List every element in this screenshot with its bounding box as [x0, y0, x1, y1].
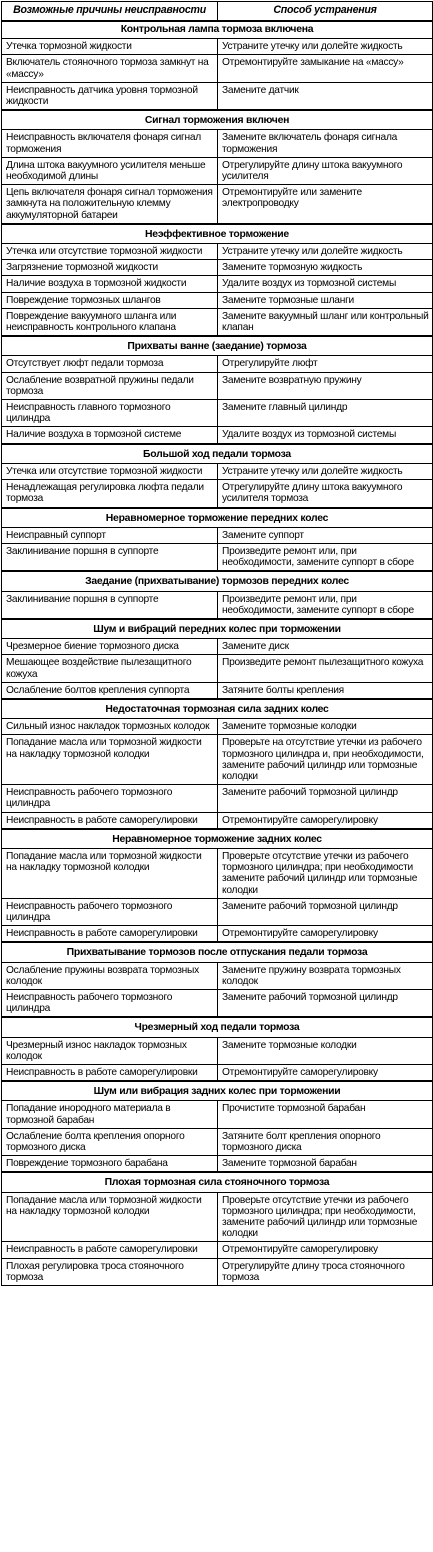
remedy-cell: Отрегулируйте длину троса стояночного тормоза: [218, 1258, 433, 1285]
table-row: [2, 1242, 433, 1258]
remedy-cell: Произведите ремонт или, при необходимости, замените суппорт в сборе: [218, 591, 433, 619]
cause-cell: Попадание инородного материала в тормозной барабан: [2, 1101, 218, 1128]
remedy-cell: Удалите воздух из тормозной системы: [218, 276, 433, 292]
cause-cell: Неисправность рабочего тормозного цилиндра: [2, 898, 218, 925]
remedy-cell: Отрегулируйте длину штока вакуумного усилителя тормоза: [218, 480, 433, 508]
remedy-cell: Отремонтируйте замыкание на «массу»: [218, 55, 433, 82]
cause-cell: Неисправность рабочего тормозного цилиндра: [2, 990, 218, 1018]
remedy-cell: Отремонтируйте или замените электропроводку: [218, 185, 433, 224]
cause-cell: Неисправность в работе саморегулировки: [2, 812, 218, 829]
section-row: [2, 1172, 433, 1192]
remedy-cell: Замените включатель фонаря сигнала торможения: [218, 130, 433, 157]
cause-cell: Повреждение тормозных шлангов: [2, 292, 218, 308]
remedy-cell: Отремонтируйте саморегулировку: [218, 926, 433, 943]
remedy-cell: Проверьте на отсутствие утечки из рабочего тормозного цилиндра и, при необходимости, замените рабочий цилиндр или тормозные колодки: [218, 735, 433, 785]
remedy-cell: Замените тормозной барабан: [218, 1156, 433, 1173]
cause-cell: Утечка или отсутствие тормозной жидкости: [2, 463, 218, 479]
table-row: [2, 39, 433, 55]
section-row: [2, 21, 433, 39]
remedy-cell: Произведите ремонт пылезащитного кожуха: [218, 655, 433, 682]
section-title: Недостаточная тормозная сила задних колес: [2, 699, 433, 719]
cause-cell: Сильный износ накладок тормозных колодок: [2, 719, 218, 735]
table-row: [2, 1156, 433, 1173]
cause-cell: Заклинивание поршня в суппорте: [2, 543, 218, 571]
cause-cell: Неисправность в работе саморегулировки: [2, 1065, 218, 1082]
remedy-cell: Отрегулируйте люфт: [218, 356, 433, 372]
remedy-cell: Замените вакуумный шланг или контрольный клапан: [218, 308, 433, 336]
table-row: [2, 812, 433, 829]
remedy-cell: Замените рабочий тормозной цилиндр: [218, 785, 433, 812]
remedy-cell: Отремонтируйте саморегулировку: [218, 1065, 433, 1082]
table-row: [2, 244, 433, 260]
table-row: [2, 1258, 433, 1285]
remedy-cell: Замените главный цилиндр: [218, 400, 433, 427]
table-row: [2, 785, 433, 812]
section-title: Неравномерное торможение передних колес: [2, 508, 433, 528]
table-row: [2, 1037, 433, 1064]
troubleshooting-table: [1, 1, 433, 1286]
section-row: [2, 571, 433, 591]
table-header: [2, 2, 433, 22]
remedy-cell: Замените пружину возврата тормозных колодок: [218, 962, 433, 989]
section-title: Заедание (прихватывание) тормозов передних колес: [2, 571, 433, 591]
table-row: [2, 185, 433, 224]
section-row: [2, 336, 433, 356]
table-row: [2, 427, 433, 444]
table-row: [2, 1101, 433, 1128]
table-row: [2, 82, 433, 110]
table-row: [2, 276, 433, 292]
section-row: [2, 1081, 433, 1101]
table-row: [2, 735, 433, 785]
remedy-cell: Замените датчик: [218, 82, 433, 110]
table-row: [2, 719, 433, 735]
remedy-cell: Затяните болт крепления опорного тормозного диска: [218, 1128, 433, 1155]
table-row: [2, 480, 433, 508]
cause-cell: Утечка или отсутствие тормозной жидкости: [2, 244, 218, 260]
section-title: Плохая тормозная сила стояночного тормоза: [2, 1172, 433, 1192]
remedy-cell: Замените тормозные шланги: [218, 292, 433, 308]
table-row: [2, 962, 433, 989]
cause-cell: Ослабление болтов крепления суппорта: [2, 682, 218, 699]
section-row: [2, 110, 433, 130]
cause-cell: Загрязнение тормозной жидкости: [2, 260, 218, 276]
table-row: [2, 639, 433, 655]
table-row: [2, 1192, 433, 1242]
remedy-cell: Замените диск: [218, 639, 433, 655]
cause-cell: Плохая регулировка троса стояночного тормоза: [2, 1258, 218, 1285]
cause-cell: Повреждение тормозного барабана: [2, 1156, 218, 1173]
table-row: [2, 260, 433, 276]
section-row: [2, 829, 433, 849]
cause-cell: Чрезмерный износ накладок тормозных колодок: [2, 1037, 218, 1064]
table-row: [2, 898, 433, 925]
table-row: [2, 372, 433, 399]
cause-cell: Попадание масла или тормозной жидкости на накладку тормозной колодки: [2, 1192, 218, 1242]
section-title: Прихватывание тормозов после отпускания педали тормоза: [2, 942, 433, 962]
header-row: [2, 2, 433, 22]
section-row: [2, 619, 433, 639]
table-row: [2, 463, 433, 479]
cause-cell: Неисправность включателя фонаря сигнал торможения: [2, 130, 218, 157]
cause-cell: Отсутствует люфт педали тормоза: [2, 356, 218, 372]
section-row: [2, 942, 433, 962]
remedy-cell: Прочистите тормозной барабан: [218, 1101, 433, 1128]
remedy-cell: Отрегулируйте длину штока вакуумного усилителя: [218, 157, 433, 184]
cause-cell: Чрезмерное биение тормозного диска: [2, 639, 218, 655]
section-title: Чрезмерный ход педали тормоза: [2, 1017, 433, 1037]
table-row: [2, 400, 433, 427]
cause-cell: Неисправность в работе саморегулировки: [2, 926, 218, 943]
table-row: [2, 990, 433, 1018]
table-row: [2, 682, 433, 699]
cause-cell: Ослабление возвратной пружины педали тормоза: [2, 372, 218, 399]
remedy-cell: Замените возвратную пружину: [218, 372, 433, 399]
remedy-cell: Замените суппорт: [218, 527, 433, 543]
table-row: [2, 130, 433, 157]
remedy-cell: Произведите ремонт или, при необходимости, замените суппорт в сборе: [218, 543, 433, 571]
cause-cell: Наличие воздуха в тормозной системе: [2, 427, 218, 444]
cause-cell: Наличие воздуха в тормозной жидкости: [2, 276, 218, 292]
cause-cell: Ослабление пружины возврата тормозных колодок: [2, 962, 218, 989]
cause-cell: Неисправность главного тормозного цилиндра: [2, 400, 218, 427]
section-title: Контрольная лампа тормоза включена: [2, 21, 433, 39]
remedy-cell: Отремонтируйте саморегулировку: [218, 812, 433, 829]
section-row: [2, 444, 433, 464]
table-row: [2, 527, 433, 543]
section-title: Неравномерное торможение задних колес: [2, 829, 433, 849]
table-body: [2, 21, 433, 1286]
table-row: [2, 655, 433, 682]
table-row: [2, 591, 433, 619]
section-row: [2, 699, 433, 719]
table-row: [2, 543, 433, 571]
cause-cell: Неисправность датчика уровня тормозной жидкости: [2, 82, 218, 110]
table-row: [2, 926, 433, 943]
remedy-cell: Замените рабочий тормозной цилиндр: [218, 898, 433, 925]
cause-cell: Мешающее воздействие пылезащитного кожуха: [2, 655, 218, 682]
remedy-cell: Проверьте отсутствие утечки из рабочего тормозного цилиндра; при необходимости замените рабочий цилиндр или тормозные колодки: [218, 848, 433, 898]
section-title: Большой ход педали тормоза: [2, 444, 433, 464]
remedy-cell: Устраните утечку или долейте жидкость: [218, 244, 433, 260]
section-title: Сигнал торможения включен: [2, 110, 433, 130]
table-row: [2, 848, 433, 898]
section-row: [2, 1017, 433, 1037]
cause-cell: Повреждение вакуумного шланга или неисправность контрольного клапана: [2, 308, 218, 336]
cause-cell: Ненадлежащая регулировка люфта педали тормоза: [2, 480, 218, 508]
remedy-cell: Замените тормозные колодки: [218, 1037, 433, 1064]
table-row: [2, 356, 433, 372]
table-row: [2, 55, 433, 82]
remedy-cell: Устраните утечку или долейте жидкость: [218, 463, 433, 479]
section-row: [2, 224, 433, 244]
table-row: [2, 292, 433, 308]
cause-cell: Ослабление болта крепления опорного тормозного диска: [2, 1128, 218, 1155]
section-title: Шум и вибраций передних колес при торможении: [2, 619, 433, 639]
cause-cell: Попадание масла или тормозной жидкости на накладку тормозной колодки: [2, 848, 218, 898]
cause-cell: Цепь включателя фонаря сигнал торможения замкнута на положительную клемму аккумуляторной батареи: [2, 185, 218, 224]
remedy-cell: Отремонтируйте саморегулировку: [218, 1242, 433, 1258]
cause-cell: Заклинивание поршня в суппорте: [2, 591, 218, 619]
remedy-cell: Удалите воздух из тормозной системы: [218, 427, 433, 444]
cause-cell: Включатель стояночного тормоза замкнут на «массу»: [2, 55, 218, 82]
header-cause: Возможные причины неисправности: [2, 2, 218, 22]
section-title: Неэффективное торможение: [2, 224, 433, 244]
remedy-cell: Замените тормозные колодки: [218, 719, 433, 735]
cause-cell: Утечка тормозной жидкости: [2, 39, 218, 55]
cause-cell: Неисправность в работе саморегулировки: [2, 1242, 218, 1258]
section-title: Прихваты ванне (заедание) тормоза: [2, 336, 433, 356]
cause-cell: Неисправность рабочего тормозного цилиндра: [2, 785, 218, 812]
remedy-cell: Проверьте отсутствие утечки из рабочего тормозного цилиндра; при необходимости, замените рабочий цилиндр или тормозные колодки: [218, 1192, 433, 1242]
section-row: [2, 508, 433, 528]
table-row: [2, 308, 433, 336]
section-title: Шум или вибрация задних колес при торможении: [2, 1081, 433, 1101]
header-remedy: Способ устранения: [218, 2, 433, 22]
table-row: [2, 1065, 433, 1082]
remedy-cell: Устраните утечку или долейте жидкость: [218, 39, 433, 55]
cause-cell: Неисправный суппорт: [2, 527, 218, 543]
remedy-cell: Замените тормозную жидкость: [218, 260, 433, 276]
cause-cell: Длина штока вакуумного усилителя меньше необходимой длины: [2, 157, 218, 184]
table-row: [2, 1128, 433, 1155]
remedy-cell: Затяните болты крепления: [218, 682, 433, 699]
table-row: [2, 157, 433, 184]
cause-cell: Попадание масла или тормозной жидкости на накладку тормозной колодки: [2, 735, 218, 785]
remedy-cell: Замените рабочий тормозной цилиндр: [218, 990, 433, 1018]
